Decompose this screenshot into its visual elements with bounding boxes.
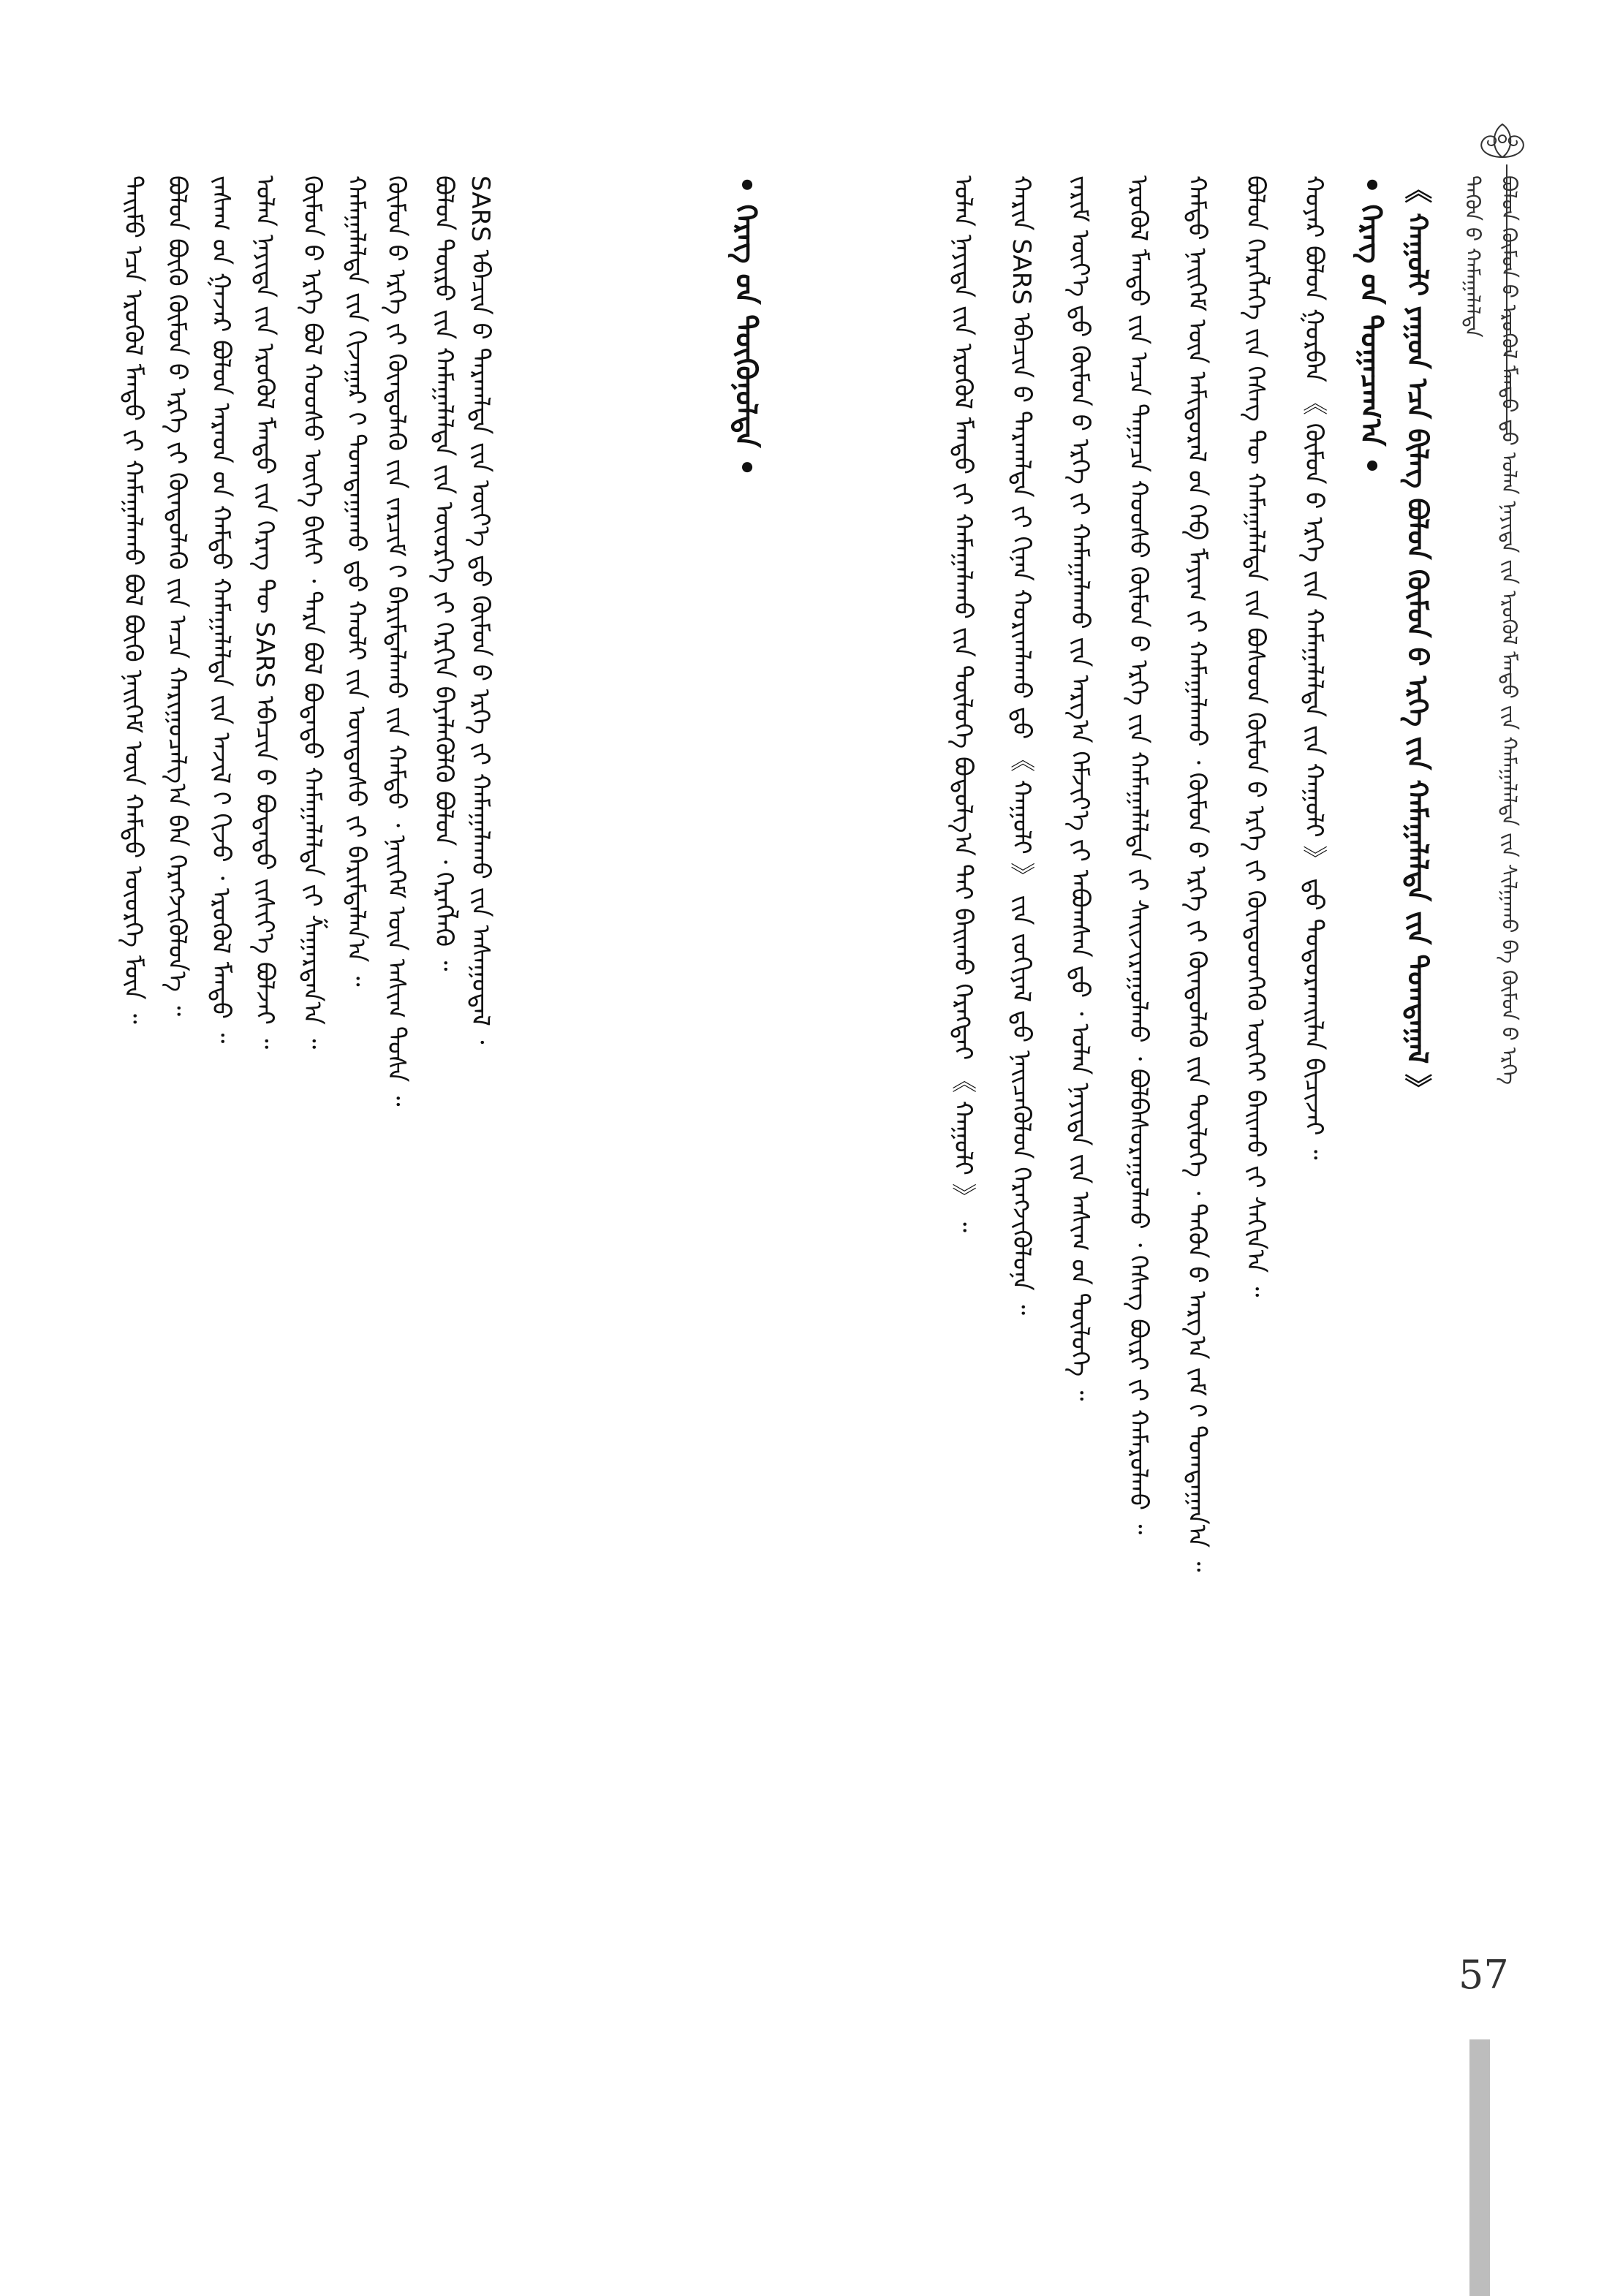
section2-line-6: ᠣᠯᠠᠨ ᠨᠡᠶᠢᠲᠡ ᠶ᠋ᠢᠨ ᠡᠷᠦᠬᠦᠯ ᠮᠡᠨᠳᠦ ᠶ᠋ᠢᠨ ᠬᠡᠷᠡᠭ ᠲᠦ SARS ᠡᠪᠡᠴᠢᠨ ᠦ᠌ ᠪᠣᠳᠠᠲᠤ ᠵᠢᠱᠢᠶ᠎ᠡ ᠪᠣᠯᠵᠠᠢ ᠃ — [250, 175, 279, 1050]
page-edge-tab — [1469, 2039, 1490, 2296]
section-heading-case: • ᠬᠡᠷᠡᠭ ᠤ᠋ᠨ ᠲᠣᠭᠠᠴᠠᠭ᠎ᠠ • — [1354, 175, 1388, 475]
section2-line-1: SARS ᠡᠪᠡᠴᠢᠨ ᠦ᠌ ᠲᠠᠷᠬᠠᠯᠲᠠ ᠶ᠋ᠢᠨ ᠦᠶ᠎ᠡ ᠳ᠋ᠦ᠍ ᠬᠦᠮᠦᠨ ᠦ᠌ ᠡᠷᠬᠡ ᠶ᠋ᠢ ᠬᠠᠮᠠᠭᠠᠯᠠᠬᠤ ᠶ᠋ᠢᠨ ᠠᠰᠠᠭᠤᠳᠠᠯ ᠂ — [466, 175, 495, 1045]
section1-line-1: ᠬᠣᠶᠠᠷ ᠪᠣᠯᠣᠨ ᠭᠤᠷᠪᠠᠨ 《 ᠬᠦᠮᠦᠨ ᠤ᠋ ᠡᠷᠬᠡ ᠶ᠋ᠢᠨ ᠬᠠᠮᠠᠭᠠᠯᠠᠯᠲᠠ ᠶ᠋ᠢᠨ ᠬᠠᠭᠤᠯᠢ 》 ᠳ᠋ᠤ᠌ ᠲᠣᠳᠣᠷᠬᠠᠢᠯᠠᠨ ᠪᠢᠴᠢᠵᠡᠢ ᠃ — [1299, 175, 1328, 1160]
section2-line-4: ᠬᠠᠮᠠᠭᠠᠯᠠᠯᠲᠠ ᠶ᠋ᠢᠨ ᠬᠢᠵᠠᠭᠠᠷ ᠢ᠋ ᠲᠣᠭᠲᠠᠭᠠᠬᠤ ᠳ᠋ᠤ᠌ ᠬᠠᠤᠯᠢ ᠶ᠋ᠢᠨ ᠦᠨᠳᠦᠰᠦ ᠶ᠋ᠢ ᠪᠠᠷᠢᠮᠲᠠᠯᠠᠨ᠎ᠠ ᠃ — [341, 175, 371, 987]
section1-line-5: ᠵᠠᠷᠢᠮ ᠦᠶ᠎ᠡ ᠳ᠋ᠦ᠍ ᠬᠦᠮᠦᠨ ᠦ᠌ ᠡᠷᠬᠡ ᠶ᠋ᠢ ᠬᠠᠮᠠᠭᠠᠯᠠᠬᠤ ᠶ᠋ᠢᠨ ᠠᠷᠭ᠎ᠠ ᠬᠡᠮᠵᠢᠶ᠎ᠡ ᠶ᠋ᠢ ᠠᠪᠤᠭᠰᠠᠨ ᠳ᠋ᠤ᠌ ᠂ ᠣᠯᠠᠨ ᠨᠡᠶᠢᠲᠡ ᠶ᠋ᠢᠨ ᠠᠰᠢᠭ ᠤ᠋ᠨ ᠲᠥᠯᠥᠭᠡ ᠃ — [1065, 175, 1094, 1401]
running-header-line2: ᠲᠡᠭᠦᠨ ᠦ᠌ ᠬᠠᠮᠠᠭᠠᠯᠠᠯᠲᠠ — [1461, 175, 1485, 338]
section-heading-analysis: • ᠬᠡᠷᠡᠭ ᠤ᠋ᠨ ᠳᠦᠭᠦᠨᠦᠯᠲᠡ • — [729, 175, 763, 477]
section2-line-7: ᠵᠠᠰᠠᠭ ᠤ᠋ᠨ ᠭᠠᠵᠠᠷ ᠪᠣᠯᠣᠨ ᠠᠷᠠᠳ ᠤ᠋ᠨ ᠬᠠᠮᠲᠤ ᠬᠠᠮᠠᠭᠠᠯᠠᠯᠲᠠ ᠶ᠋ᠢᠨ ᠠᠵᠢᠯ ᠢ᠋ ᠬᠢᠵᠦ ᠂ ᠡᠷᠦᠬᠦᠯ ᠮᠡᠨᠳᠦ ᠃ — [206, 175, 235, 1044]
page-number: 57 — [1459, 1952, 1509, 1998]
section2-line-3: ᠬᠦᠮᠦᠨ ᠦ᠌ ᠡᠷᠬᠡ ᠶ᠋ᠢ ᠬᠦᠨᠳᠦᠯᠡᠬᠦ ᠶ᠋ᠢᠨ ᠵᠠᠷᠴᠢᠮ ᠢ᠋ ᠪᠠᠷᠢᠮᠲᠠᠯᠠᠬᠤ ᠶ᠋ᠢᠨ ᠬᠠᠮᠲᠤ ᠂ ᠨᠡᠢᠭᠡᠮ ᠦ᠌ᠨ ᠠᠰᠢᠭ ᠲᠤᠰᠠ ᠃ — [382, 175, 411, 1107]
running-header-line1: ᠪᠣᠯᠣᠨ ᠬᠦᠮᠦᠨ ᠤ᠋ ᠡᠷᠦᠬᠦᠯ ᠮᠡᠨᠳᠦ ᠳ᠋ᠤ᠌ ᠣᠯᠠᠨ ᠨᠡᠶᠢᠲᠡ ᠶ᠋ᠢᠨ ᠡᠷᠦᠬᠦᠯ ᠮᠡᠨᠳᠦ ᠶ᠋ᠢᠨ ᠬᠠᠮᠠᠭᠠᠯᠠᠯᠲᠠ ᠶ᠋ᠢᠨ ᠰᠢᠯᠭᠠᠬᠤ ᠪᠠ ᠬᠦᠮᠦᠨ ᠤ᠋ ᠡᠷᠬᠡ — [1497, 175, 1521, 1085]
section1-line-6: ᠬᠠᠷᠢᠨ SARS ᠡᠪᠡᠴᠢᠨ ᠦ᠌ ᠲᠠᠷᠬᠠᠯᠲᠠ ᠶ᠋ᠢ ᠬᠢᠨᠠᠨ ᠬᠣᠷᠢᠭᠯᠠᠬᠤ ᠳ᠋ᠤ᠌ 《 ᠬᠠᠭᠤᠯᠢ 》 ᠶ᠋ᠢᠨ ᠵᠣᠬᠢᠶᠠᠯ ᠳ᠋ᠤ᠌ ᠨᠡᠢᠴᠡᠭᠦᠯᠦᠨ ᠬᠡᠷᠡᠭᠵᠢᠭᠦᠯᠦᠨᠡ ᠃ — [1007, 175, 1036, 1315]
section2-line-8: ᠪᠣᠯᠣᠨ ᠪᠦᠬᠦ ᠬᠦᠮᠦᠨ ᠦ᠌ ᠡᠷᠬᠡ ᠶ᠋ᠢ ᠬᠦᠨᠳᠦᠯᠡᠬᠦ ᠶ᠋ᠢᠨ ᠠᠴᠠ ᠬᠠᠷᠢᠭᠤᠴᠠᠯᠭ᠎ᠠ ᠪᠡᠨ ᠬᠡᠷᠡᠭᠵᠢᠭᠦᠯᠦᠨ᠎ᠡ ᠃ — [162, 175, 192, 1017]
section1-line-4: ᠡᠷᠦᠬᠦᠯ ᠮᠡᠨᠳᠦ ᠶ᠋ᠢᠨ ᠠᠴᠠ ᠳᠠᠭᠠᠴᠠ ᠬᠣᠣᠰᠣ ᠬᠦᠮᠦᠨ ᠦ᠌ ᠡᠷᠬᠡ ᠶ᠋ᠢᠨ ᠬᠠᠮᠠᠭᠠᠯᠠᠯᠲᠠ ᠶ᠋ᠢ ᠰᠠᠢᠵᠢᠷᠠᠭᠤᠯᠬᠤ ᠂ ᠪᠣᠯᠪᠠᠰᠤᠷᠠᠭᠤᠯᠬᠤ ᠂ ᠬᠡᠰᠡᠭ ᠪᠦᠷᠢ ᠶ᠋ᠢ ᠬᠠᠮᠠᠷᠤᠯᠬᠤ ᠃ — [1124, 175, 1153, 1535]
section2-line-5: ᠬᠦᠮᠦᠨ ᠦ᠌ ᠡᠷᠬᠡ ᠪᠣᠯ ᠬᠣᠣᠰᠣ ᠦᠭᠡ ᠪᠢᠰᠢ ᠂ ᠲᠡᠷᠡ ᠪᠣᠯ ᠪᠣᠳᠠᠲᠤ ᠬᠠᠮᠠᠭᠠᠯᠠᠯᠲᠠ ᠶ᠋ᠢ ᠱᠠᠭᠠᠷᠳᠠᠨ᠎ᠠ ᠃ — [298, 175, 327, 1050]
section1-line-2: ᠪᠣᠯᠣᠨ ᠬᠡᠷᠡᠭᠯᠡᠭᠡ ᠶ᠋ᠢᠨ ᠬᠡᠰᠡᠭ ᠲᠦ ᠬᠠᠮᠠᠭᠠᠯᠠᠯᠲᠠ ᠶ᠋ᠢᠨ ᠪᠤᠰᠤᠳ ᠬᠦᠮᠦᠨ ᠦ᠌ ᠡᠷᠬᠡ ᠶ᠋ᠢ ᠬᠦᠨᠳᠦᠳᠬᠡᠬᠦ ᠦᠭᠡᠢ ᠪᠠᠢᠬᠤ ᠶ᠋ᠢ ᠰᠠᠬᠢᠨ᠎ᠠ ᠃ — [1241, 175, 1270, 1297]
document-title: 《 ᠬᠠᠭᠤᠯᠢ ᠶᠠᠭᠤᠨ ᠡᠴᠡ ᠪᠢᠯᠡᠭ ᠪᠣᠯᠣᠨ ᠬᠦᠮᠦᠨ ᠤ᠋ ᠡᠷᠬᠡ ᠶ᠋ᠢᠨ ᠬᠠᠮᠠᠭᠠᠯᠠᠯᠲᠠ ᠶ᠋ᠢᠨ ᠲᠣᠭᠲᠠᠭᠠᠯ 》 — [1401, 175, 1434, 1102]
section2-line-9: ᠲᠡᠢᠮᠦ ᠡᠴᠡ ᠡᠷᠦᠬᠦᠯ ᠮᠡᠨᠳᠦ ᠶ᠋ᠢ ᠬᠠᠮᠠᠭᠠᠯᠠᠬᠤ ᠪᠣᠯ ᠪᠦᠬᠦ ᠨᠡᠢᠭᠡᠮ ᠦ᠌ᠨ ᠬᠠᠮᠲᠤ ᠦᠦᠷᠭᠡ ᠮᠥᠨ ᠃ — [118, 175, 148, 1024]
section1-line-7: ᠣᠯᠠᠨ ᠨᠡᠶᠢᠲᠡ ᠶ᠋ᠢᠨ ᠡᠷᠦᠬᠦᠯ ᠮᠡᠨᠳᠦ ᠶ᠋ᠢ ᠬᠠᠮᠠᠭᠠᠯᠠᠬᠤ ᠶ᠋ᠢᠨ ᠲᠥᠯᠥᠭᠡ ᠪᠣᠳᠣᠯᠭ᠎ᠠ ᠲᠠᠢ ᠪᠠᠢᠬᠤ ᠬᠡᠷᠡᠭᠲᠡᠢ 《 ᠬᠠᠭᠤᠯᠢ 》 ᠃ — [948, 175, 977, 1232]
header-ornament-icon — [1469, 117, 1535, 161]
section1-line-3: ᠬᠠᠮᠲᠤ ᠨᠡᠢᠭᠡᠮ ᠦ᠌ᠨ ᠠᠮᠢᠳᠤᠷᠠᠯ ᠤ᠋ᠨ ᠬᠡᠪ ᠮᠠᠶᠢᠭ ᠶ᠋ᠢ ᠬᠠᠮᠠᠭᠠᠯᠠᠬᠤ ᠂ ᠬᠦᠮᠦᠨ ᠦ᠌ ᠡᠷᠬᠡ ᠶ᠋ᠢ ᠬᠦᠨᠳᠦᠯᠡᠬᠦ ᠶ᠋ᠢᠨ ᠲᠥᠯᠥᠭᠡ ᠂ ᠲᠡᠭᠦᠨ ᠦ᠌ ᠠᠷᠭ᠎ᠠ ᠵᠠᠮ ᠢ᠋ ᠲᠣᠭᠲᠠᠭᠠᠨ᠎ᠠ ᠃ — [1182, 175, 1211, 1572]
section2-line-2: ᠪᠣᠯᠣᠨ ᠲᠥᠷᠦ ᠶ᠋ᠢᠨ ᠬᠠᠮᠠᠭᠠᠯᠠᠯᠲᠠ ᠶ᠋ᠢᠨ ᠦᠦᠷᠭᠡ ᠶ᠋ᠢ ᠬᠡᠷᠬᠢᠨ ᠪᠡᠶᠡᠯᠡᠭᠦᠯᠬᠦ ᠪᠣᠯᠣᠨ ᠂ ᠬᠡᠷᠡᠭᠯᠡᠬᠦ ᠃ — [429, 175, 458, 971]
